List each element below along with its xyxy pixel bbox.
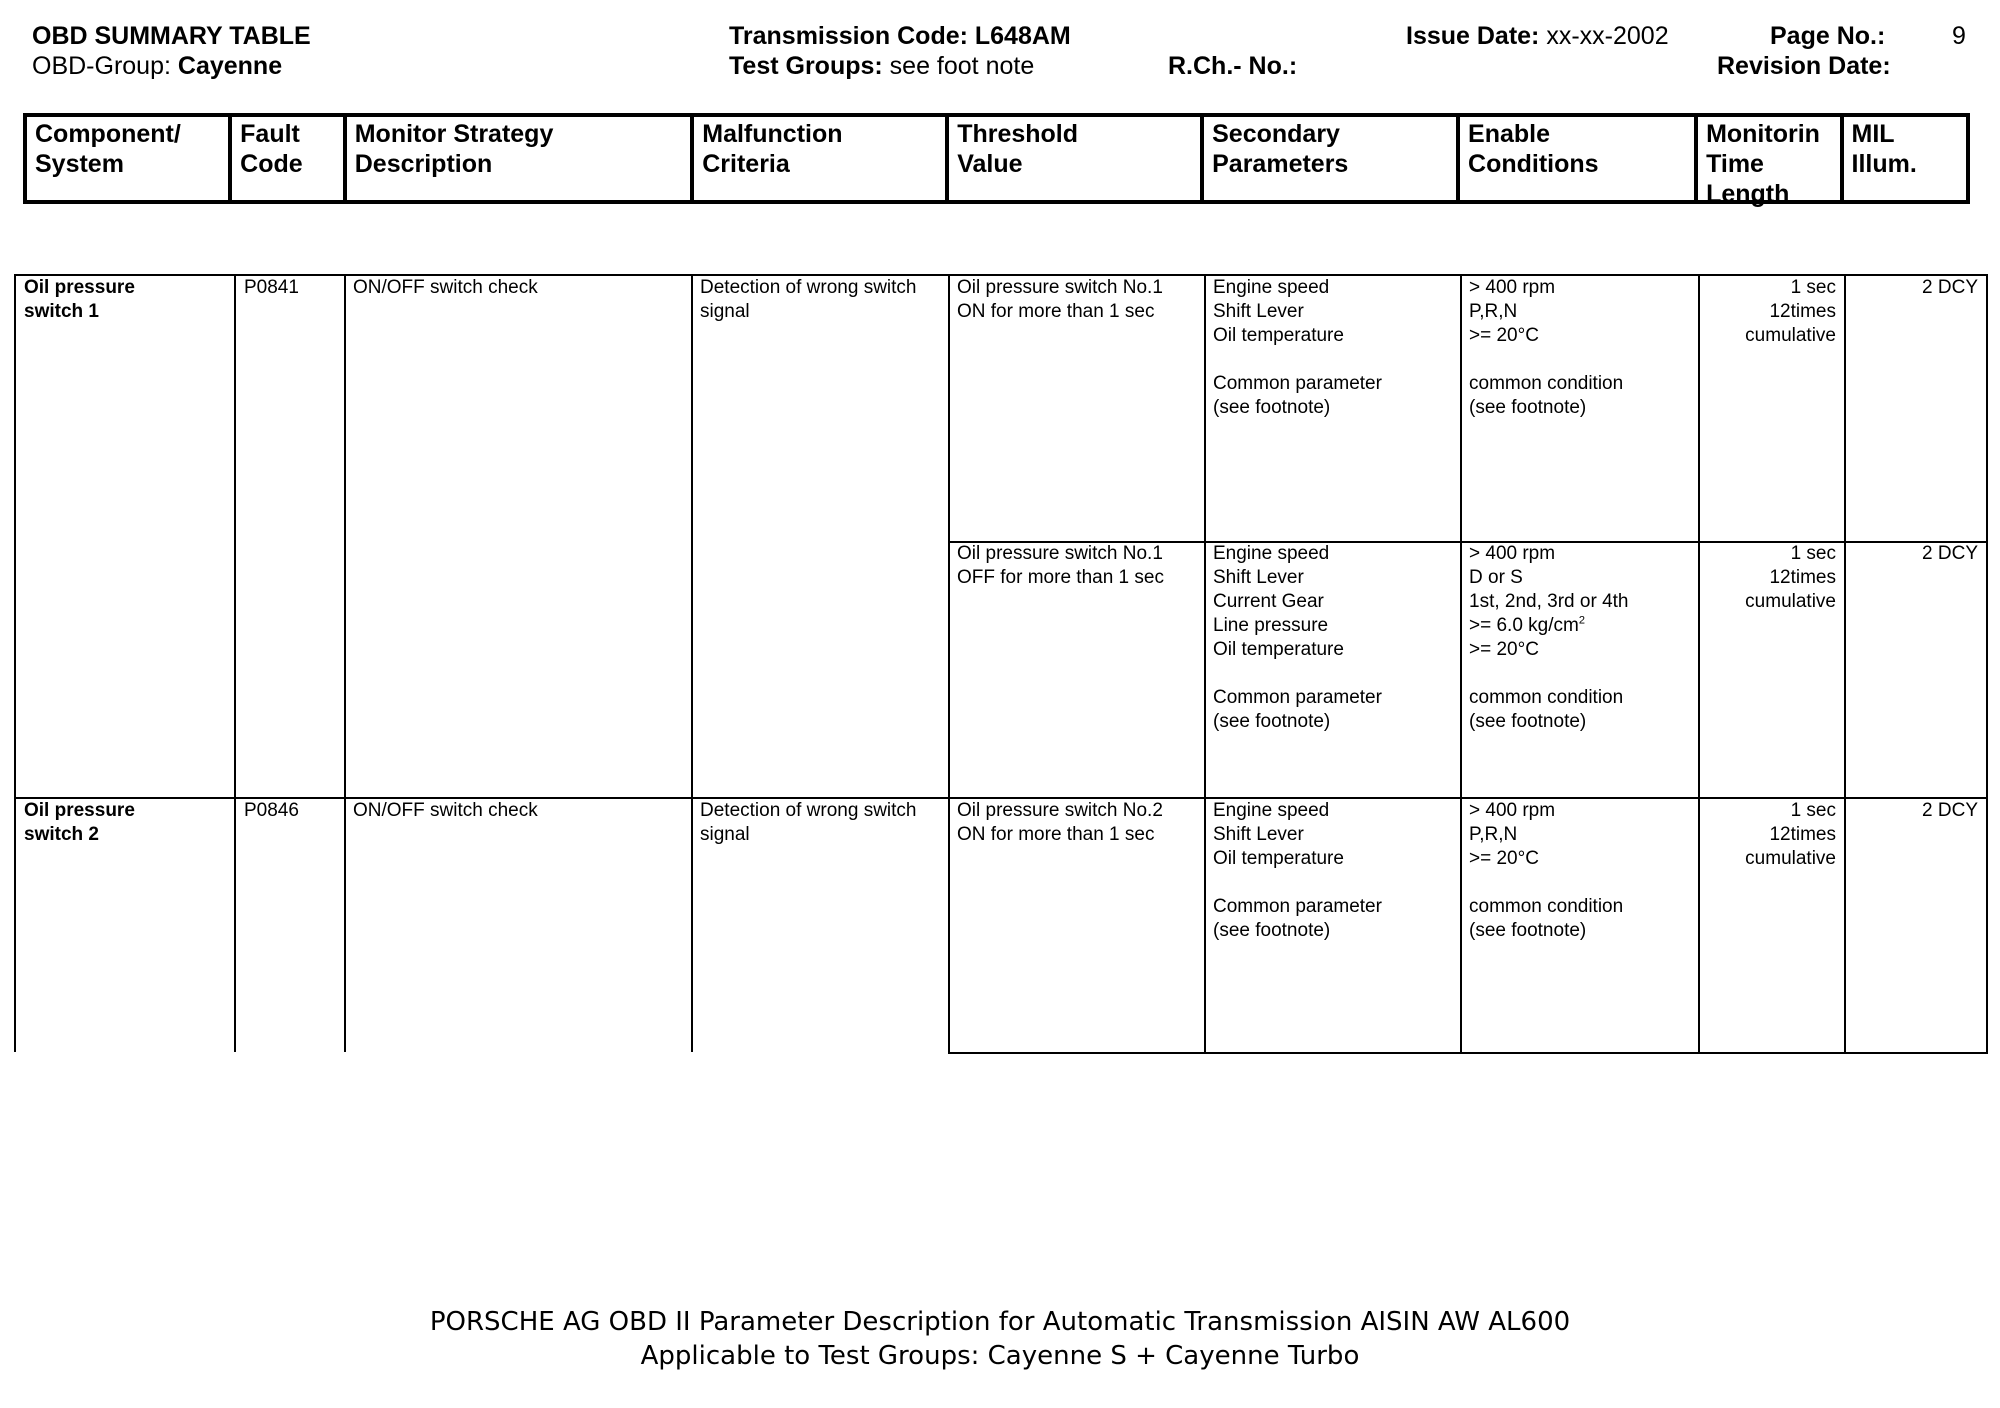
- enable-condition-line: [1469, 614, 1629, 638]
- secondary-parameters-cell: Engine speed Shift Lever Oil temperature Common parameter (see footnote): [1213, 277, 1382, 418]
- test-groups-value: see foot note: [889, 52, 1035, 80]
- column-divider: [344, 274, 346, 1052]
- malfunction-criteria-cell: Detection of wrong switch signal: [700, 800, 917, 845]
- secondary-parameters-cell: Engine speed Shift Lever Current Gear Line pressure Oil temperature Common parameter (see footnote): [1213, 543, 1382, 732]
- table-bottom-border: [948, 1052, 1988, 1054]
- column-divider: [234, 274, 236, 1052]
- column-header-component: Component/ System: [27, 117, 232, 200]
- column-header-enable-conditions: Enable Conditions: [1460, 117, 1698, 200]
- column-header-monitor-strategy: Monitor Strategy Description: [347, 117, 695, 200]
- column-header-secondary-parameters: Secondary Parameters: [1204, 117, 1460, 200]
- enable-condition-line: D or S: [1469, 567, 1523, 588]
- column-divider: [1986, 274, 1988, 1054]
- fault-code-cell: P0841: [244, 277, 299, 298]
- column-header-fault-code: Fault Code: [232, 117, 347, 200]
- obd-group-label: OBD-Group:: [32, 52, 171, 80]
- page-title: OBD SUMMARY TABLE: [32, 22, 311, 50]
- monitoring-time-cell: 1 sec 12times cumulative: [1745, 800, 1836, 869]
- column-header-threshold: Threshold Value: [949, 117, 1204, 200]
- column-divider: [1844, 274, 1846, 1054]
- footer-line-2: Applicable to Test Groups: Cayenne S + Cayenne Turbo: [640, 1341, 1360, 1371]
- enable-conditions-cell: > 400 rpm P,R,N >= 20°C common condition (see footnote): [1469, 277, 1624, 418]
- malfunction-criteria-cell: Detection of wrong switch signal: [700, 277, 917, 322]
- monitor-strategy-cell: ON/OFF switch check: [353, 277, 538, 298]
- unit-superscript: 2: [1578, 614, 1585, 627]
- secondary-parameters-cell: Engine speed Shift Lever Oil temperature Common parameter (see footnote): [1213, 800, 1382, 941]
- issue-date: [1406, 21, 1669, 51]
- test-groups: [729, 51, 1034, 81]
- column-header-monitoring-time: Monitorin Time Length: [1698, 117, 1843, 200]
- threshold-cell: Oil pressure switch No.1 OFF for more than 1 sec: [957, 543, 1164, 588]
- component-cell: Oil pressure switch 1: [24, 277, 135, 322]
- page-no-value: 9: [1952, 22, 1966, 50]
- enable-condition-line: > 400 rpm: [1469, 543, 1556, 564]
- column-divider: [1204, 274, 1206, 1054]
- monitoring-time-cell: 1 sec 12times cumulative: [1745, 543, 1836, 612]
- issue-date-value: xx-xx-2002: [1546, 22, 1669, 50]
- fault-code-cell: P0846: [244, 800, 299, 821]
- component-cell: Oil pressure switch 2: [24, 800, 135, 845]
- enable-conditions-cell: [1469, 542, 1629, 734]
- threshold-cell: Oil pressure switch No.1 ON for more than 1 sec: [957, 277, 1163, 322]
- column-divider: [1460, 274, 1462, 1054]
- enable-condition-line: >= 20°C common condition (see footnote): [1469, 639, 1624, 732]
- mil-cell: 2 DCY: [1922, 543, 1978, 564]
- footer-line-1: PORSCHE AG OBD II Parameter Description for Automatic Transmission AISIN AW AL600: [429, 1307, 1571, 1337]
- transmission-code: Transmission Code: L648AM: [729, 22, 1071, 50]
- mil-cell: 2 DCY: [1922, 800, 1978, 821]
- column-divider: [948, 274, 950, 1054]
- revision-date: Revision Date:: [1717, 52, 1891, 80]
- test-groups-label: Test Groups:: [729, 52, 883, 80]
- monitor-strategy-cell: ON/OFF switch check: [353, 800, 538, 821]
- issue-date-label: Issue Date:: [1406, 22, 1540, 50]
- column-divider: [1698, 274, 1700, 1054]
- column-header-malfunction-criteria: Malfunction Criteria: [694, 117, 949, 200]
- threshold-cell: Oil pressure switch No.2 ON for more than 1 sec: [957, 800, 1163, 845]
- column-divider: [691, 274, 693, 1052]
- column-divider: [14, 274, 16, 1052]
- obd-group-value: Cayenne: [177, 52, 283, 80]
- page-no-label: Page No.:: [1770, 22, 1886, 50]
- obd-group: [32, 51, 282, 81]
- column-header-mil: MIL Illum.: [1851, 120, 1917, 178]
- enable-condition-line: 1st, 2nd, 3rd or 4th: [1469, 591, 1629, 612]
- line-pressure-value: >= 6.0 kg/cm: [1469, 615, 1579, 636]
- enable-conditions-cell: > 400 rpm P,R,N >= 20°C common condition (see footnote): [1469, 800, 1624, 941]
- monitoring-time-cell: 1 sec 12times cumulative: [1745, 277, 1836, 346]
- column-header-table: [23, 113, 1970, 208]
- rch-no: R.Ch.- No.:: [1168, 52, 1298, 80]
- mil-cell: 2 DCY: [1922, 277, 1978, 298]
